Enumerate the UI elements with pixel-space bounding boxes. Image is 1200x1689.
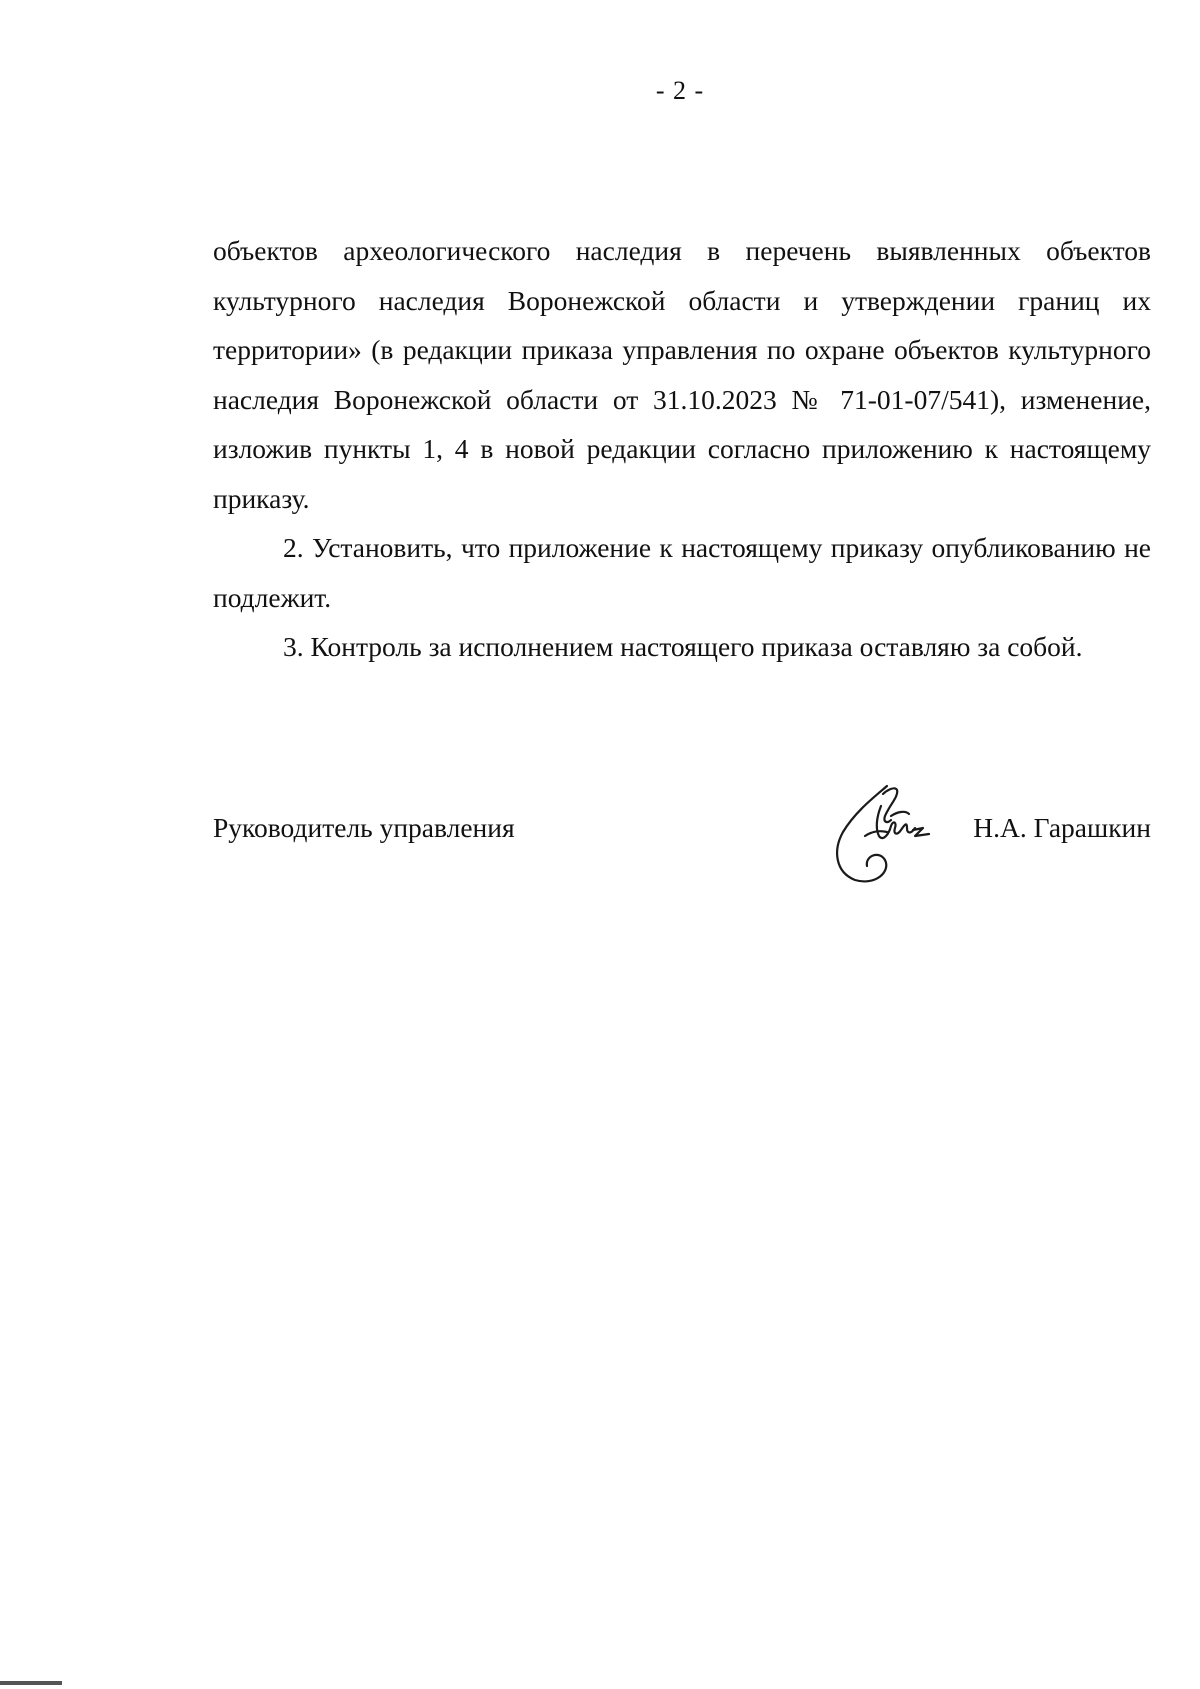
signatory-name: Н.А. Гарашкин [973,812,1151,843]
paragraph-item-2: 2. Установить, что приложение к настоящему приказу опубликованию не подлежит. [213,532,1151,613]
signature-block [213,812,1151,872]
paragraph-continuation: объектов археологического наследия в перечень выявленных объектов культурного наследия Воронежской области и утверждении границ их территории» (в редакции приказа управления по охране объектов культурного наследия Воронежской области от 31.10.2023 № 71-01-07/541), изменение, изложив пункты 1, 4 в новой редакции согласно приложению к настоящему приказу. [213,235,1151,514]
page-number: - 2 - [655,76,705,105]
paragraph-item-3: 3. Контроль за исполнением настоящего приказа оставляю за собой. [283,631,1083,662]
document-body [213,226,1151,672]
scan-edge-mark [0,1681,62,1685]
signatory-position: Руководитель управления [213,812,515,843]
handwritten-signature-icon [825,776,935,888]
